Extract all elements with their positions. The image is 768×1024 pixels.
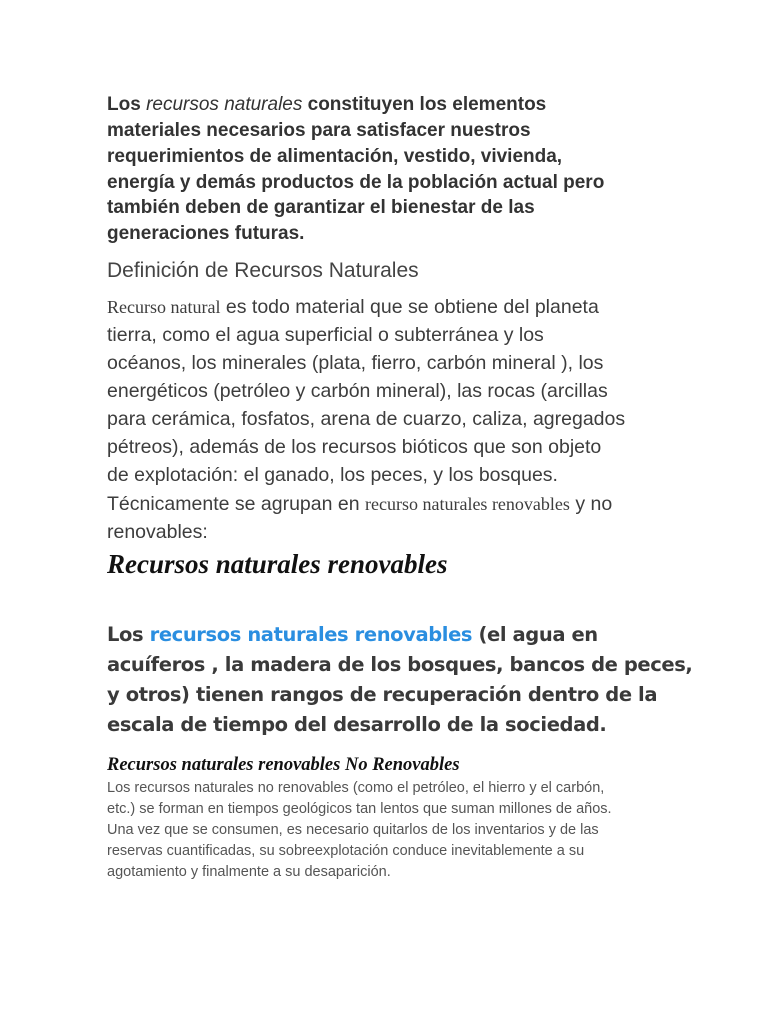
text-line <box>107 298 599 318</box>
term: Recurso natural <box>107 297 221 317</box>
text-line: agotamiento y finalmente a su desaparición. <box>107 864 391 880</box>
text-line: energía y demás productos de la población actual pero <box>107 172 605 193</box>
text-line: escala de tiempo del desarrollo de la sociedad. <box>107 713 607 736</box>
emphasis: recursos naturales <box>146 94 303 115</box>
text-line: materiales necesarios para satisfacer nuestros <box>107 120 531 141</box>
text: constituyen los elementos <box>302 94 547 115</box>
text-line: generaciones futuras. <box>107 223 305 244</box>
nonrenewables-heading: Recursos naturales renovables No Renovables <box>107 755 460 775</box>
text-line: pétreos), además de los recursos bióticos que son objeto <box>107 436 602 458</box>
text-line: requerimientos de alimentación, vestido, vivienda, <box>107 146 563 167</box>
text-line: acuíferos , la madera de los bosques, bancos de peces, <box>107 653 693 676</box>
text-line: tierra, como el agua superficial o subterránea y los <box>107 324 544 346</box>
text-line: etc.) se forman en tiempos geológicos tan lentos que suman millones de años. <box>107 801 612 817</box>
renewables-heading: Recursos naturales renovables <box>107 549 448 579</box>
text: y no <box>569 493 613 515</box>
text-line: de explotación: el ganado, los peces, y los bosques. <box>107 464 558 486</box>
text-line: renovables: <box>107 521 208 543</box>
definition-heading: Definición de Recursos Naturales <box>107 259 419 282</box>
term: recurso naturales renovables <box>365 494 570 514</box>
text-line <box>107 95 546 114</box>
text-line: para cerámica, fosfatos, arena de cuarzo, caliza, agregados <box>107 408 626 430</box>
text-line: reservas cuantificadas, su sobreexplotación conduce inevitablemente a su <box>107 843 585 859</box>
text: Técnicamente se agrupan en <box>107 493 365 515</box>
text-line: Los recursos naturales no renovables (como el petróleo, el hierro y el carbón, <box>107 780 605 796</box>
text: es todo material que se obtiene del planeta <box>220 296 599 318</box>
text-line: energéticos (petróleo y carbón mineral), las rocas (arcillas <box>107 380 608 402</box>
text: Los <box>107 623 150 646</box>
text: (el agua en <box>472 623 598 646</box>
text-line: también deben de garantizar el bienestar de las <box>107 197 535 218</box>
text-line: Una vez que se consumen, es necesario quitarlos de los inventarios y de las <box>107 822 599 838</box>
text-line <box>107 495 612 515</box>
text-line <box>107 625 598 645</box>
text-line: océanos, los minerales (plata, fierro, carbón mineral ), los <box>107 352 604 374</box>
renewables-link[interactable]: recursos naturales renovables <box>149 623 473 646</box>
text: Los <box>107 94 147 115</box>
text-line: y otros) tienen rangos de recuperación dentro de la <box>107 683 658 706</box>
